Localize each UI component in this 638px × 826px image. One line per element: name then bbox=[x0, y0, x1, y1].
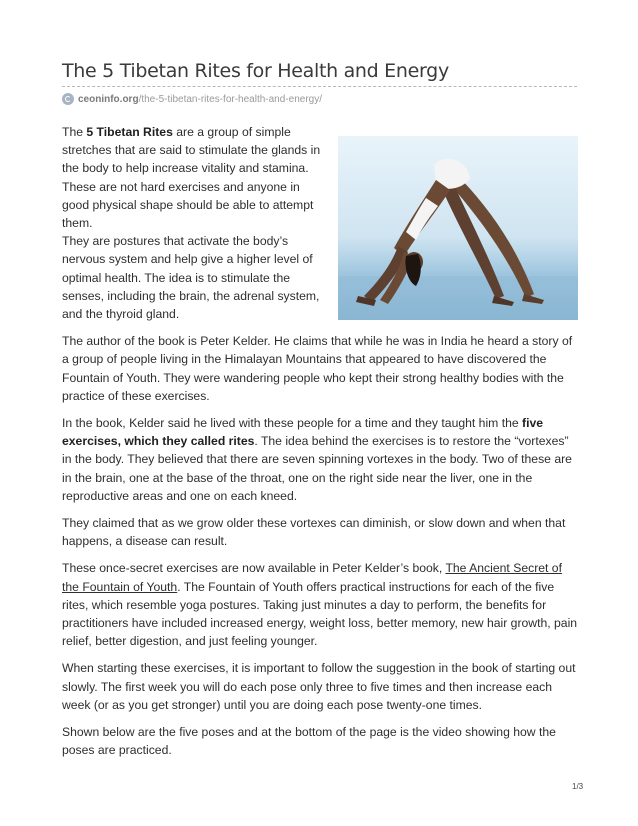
source-link[interactable] bbox=[78, 94, 322, 105]
yoga-photo bbox=[338, 136, 578, 320]
title-divider bbox=[62, 86, 577, 87]
page-number: 1/3 bbox=[572, 782, 584, 791]
paragraph-intro: The 5 Tibetan Rites are a group of simple stretches that are said to stimulate the glands in the body to help increase vitality and stamina. These are not hard exercises and anyone in good physical shape should be able to attempt them. bbox=[62, 125, 321, 231]
paragraph: In the book, Kelder said he lived with these people for a time and they taught him the five exercises, which they called rites. The idea behind the exercises is to restore the “vortexes” in the body. They believed that there are seven spinning vortexes in the body. Two of these are in the brain, one at the base of the throat, one on the right side near the liver, one in the reproductive areas and one on each kneed. bbox=[62, 416, 572, 503]
globe-icon bbox=[62, 93, 74, 105]
paragraph: When starting these exercises, it is important to follow the suggestion in the book of starting out slowly. The first week you will do each pose only three to five times and then increase each week (or as you get stronger) until you are doing each pose twenty-one times. bbox=[62, 661, 576, 712]
article-body bbox=[62, 123, 578, 769]
top bbox=[406, 198, 438, 240]
source-line bbox=[62, 91, 322, 107]
yoga-pose-illustration bbox=[338, 136, 578, 320]
bold-phrase: 5 Tibetan Rites bbox=[86, 125, 173, 139]
source-domain: ceoninfo.org bbox=[78, 93, 139, 105]
source-path: /the-5-tibetan-rites-for-health-and-energy/ bbox=[138, 93, 322, 105]
book-link[interactable]: The Ancient Secret of the Fountain of Youth bbox=[62, 561, 562, 594]
paragraph: The author of the book is Peter Kelder. He claims that while he was in India he heard a story of a group of people living in the Himalayan Mountains that appeared to have discovered the Fountain of Youth. They were wandering people who kept their strong healthy bodies with the practice of these exercises. bbox=[62, 334, 573, 403]
paragraph: They are postures that activate the body’s nervous system and help give a higher level of optimal health. The idea is to stimulate the senses, including the brain, the adrenal system, and the thyroid gland. bbox=[62, 234, 320, 322]
paragraph: Shown below are the five poses and at the bottom of the page is the video showing how the poses are practiced. bbox=[62, 725, 556, 758]
paragraph: These once-secret exercises are now available in Peter Kelder’s book, The Ancient Secret of the Fountain of Youth. The Fountain of Youth offers practical instructions for each of the five rites, which resemble yoga postures. Taking just minutes a day to perform, the benefits for practitioners have included increased energy, weight loss, better memory, new hair growth, pain relief, better digestion, and just feeling younger. bbox=[62, 561, 578, 649]
paragraph: They claimed that as we grow older these vortexes can diminish, or slow down and when that happens, a disease can result. bbox=[62, 516, 566, 549]
page-title: The 5 Tibetan Rites for Health and Energy bbox=[62, 60, 449, 82]
bold-phrase: five exercises, which they called rites bbox=[62, 416, 544, 449]
